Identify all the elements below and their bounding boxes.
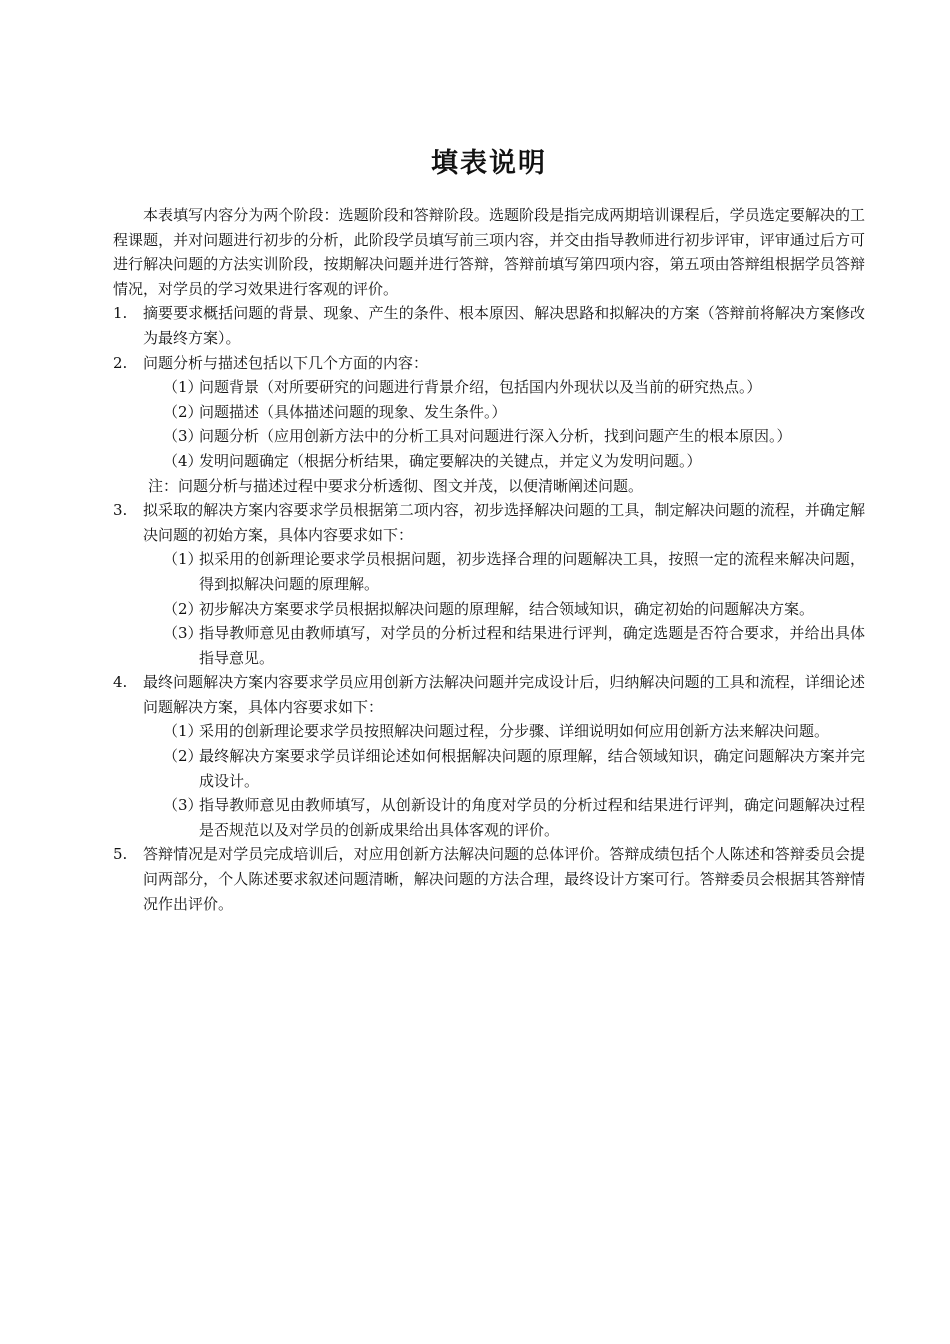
sub-item-number: （3） <box>163 796 203 815</box>
instruction-item-5 <box>113 842 865 916</box>
sub-item-text: 发明问题确定（根据分析结果，确定要解决的关键点，并定义为发明问题。） <box>199 451 702 470</box>
sub-item <box>163 597 865 622</box>
sub-item-text: 问题分析（应用创新方法中的分析工具对问题进行深入分析，找到问题产生的根本原因。） <box>199 427 792 446</box>
item-text: 问题分析与描述包括以下几个方面的内容： <box>143 353 429 372</box>
item-number: 5. <box>113 845 128 864</box>
sub-item-number: （1） <box>163 378 203 397</box>
sub-item <box>163 621 865 670</box>
item-text: 拟采取的解决方案内容要求学员根据第二项内容，初步选择解决问题的工具，制定解决问题的流程，并确定解决问题的初始方案，具体内容要求如下： <box>143 501 865 544</box>
sub-item-text: 拟采用的创新理论要求学员根据问题，初步选择合理的问题解决工具，按照一定的流程来解决问题，得到拟解决问题的原理解。 <box>199 550 865 593</box>
sub-item <box>163 375 865 400</box>
item-text: 最终问题解决方案内容要求学员应用创新方法解决问题并完成设计后，归纳解决问题的工具和流程，详细论述问题解决方案，具体内容要求如下： <box>143 673 865 716</box>
sub-item <box>163 449 865 474</box>
sub-item-number: （2） <box>163 402 203 421</box>
sub-item-text: 问题描述（具体描述问题的现象、发生条件。） <box>199 402 507 421</box>
sub-item <box>163 400 865 425</box>
sub-item-text: 问题背景（对所要研究的问题进行背景介绍，包括国内外现状以及当前的研究热点。） <box>199 378 762 397</box>
sub-item-text: 指导教师意见由教师填写，从创新设计的角度对学员的分析过程和结果进行评判，确定问题解决过程是否规范以及对学员的创新成果给出具体客观的评价。 <box>199 796 865 839</box>
item-number: 1. <box>113 304 128 323</box>
sub-item <box>163 547 865 596</box>
sub-item-text: 初步解决方案要求学员根据拟解决问题的原理解，结合领域知识，确定初始的问题解决方案。 <box>199 599 815 618</box>
sub-item-text: 采用的创新理论要求学员按照解决问题过程，分步骤、详细说明如何应用创新方法来解决问题。 <box>199 722 830 741</box>
sub-item-number: （3） <box>163 427 203 446</box>
sub-item-number: （1） <box>163 722 203 741</box>
intro-paragraph: 本表填写内容分为两个阶段：选题阶段和答辩阶段。选题阶段是指完成两期培训课程后，学员选定要解决的工程课题，并对问题进行初步的分析，此阶段学员填写前三项内容，并交由指导教师进行初步评审，评审通过后方可进行解决问题的方法实训阶段，按期解决问题并进行答辩，答辩前填写第四项内容，第五项由答辩组根据学员答辩情况，对学员的学习效果进行客观的评价。 <box>113 206 865 298</box>
sub-item-number: （3） <box>163 624 203 643</box>
instruction-item-1 <box>113 301 865 350</box>
sub-item-number: （2） <box>163 747 203 766</box>
instruction-item-2 <box>113 351 865 376</box>
sub-item <box>163 719 865 744</box>
item-text: 摘要要求概括问题的背景、现象、产生的条件、根本原因、解决思路和拟解决的方案（答辩前将解决方案修改为最终方案）。 <box>143 304 865 347</box>
page-title: 填表说明 <box>431 148 547 179</box>
item-text: 答辩情况是对学员完成培训后，对应用创新方法解决问题的总体评价。答辩成绩包括个人陈述和答辩委员会提问两部分，个人陈述要求叙述问题清晰，解决问题的方法合理，最终设计方案可行。答辩委员会根据其答辩情况作出评价。 <box>143 845 865 913</box>
sub-item-text: 指导教师意见由教师填写，对学员的分析过程和结果进行评判，确定选题是否符合要求，并给出具体指导意见。 <box>199 624 865 667</box>
sub-item <box>163 424 865 449</box>
item-number: 3. <box>113 501 128 520</box>
instruction-item-3 <box>113 498 865 547</box>
sub-item <box>163 793 865 842</box>
item-number: 4. <box>113 673 128 692</box>
sub-item <box>163 744 865 793</box>
instruction-item-4 <box>113 670 865 719</box>
sub-item-text: 最终解决方案要求学员详细论述如何根据解决问题的原理解，结合领域知识，确定问题解决方案并完成设计。 <box>199 747 865 790</box>
note-text: 注：问题分析与描述过程中要求分析透彻、图文并茂，以便清晰阐述问题。 <box>148 476 644 495</box>
sub-item-number: （1） <box>163 550 203 569</box>
item-number: 2. <box>113 353 128 372</box>
instructions-body <box>113 203 865 916</box>
sub-item-number: （2） <box>163 599 203 618</box>
sub-item-number: （4） <box>163 451 203 470</box>
